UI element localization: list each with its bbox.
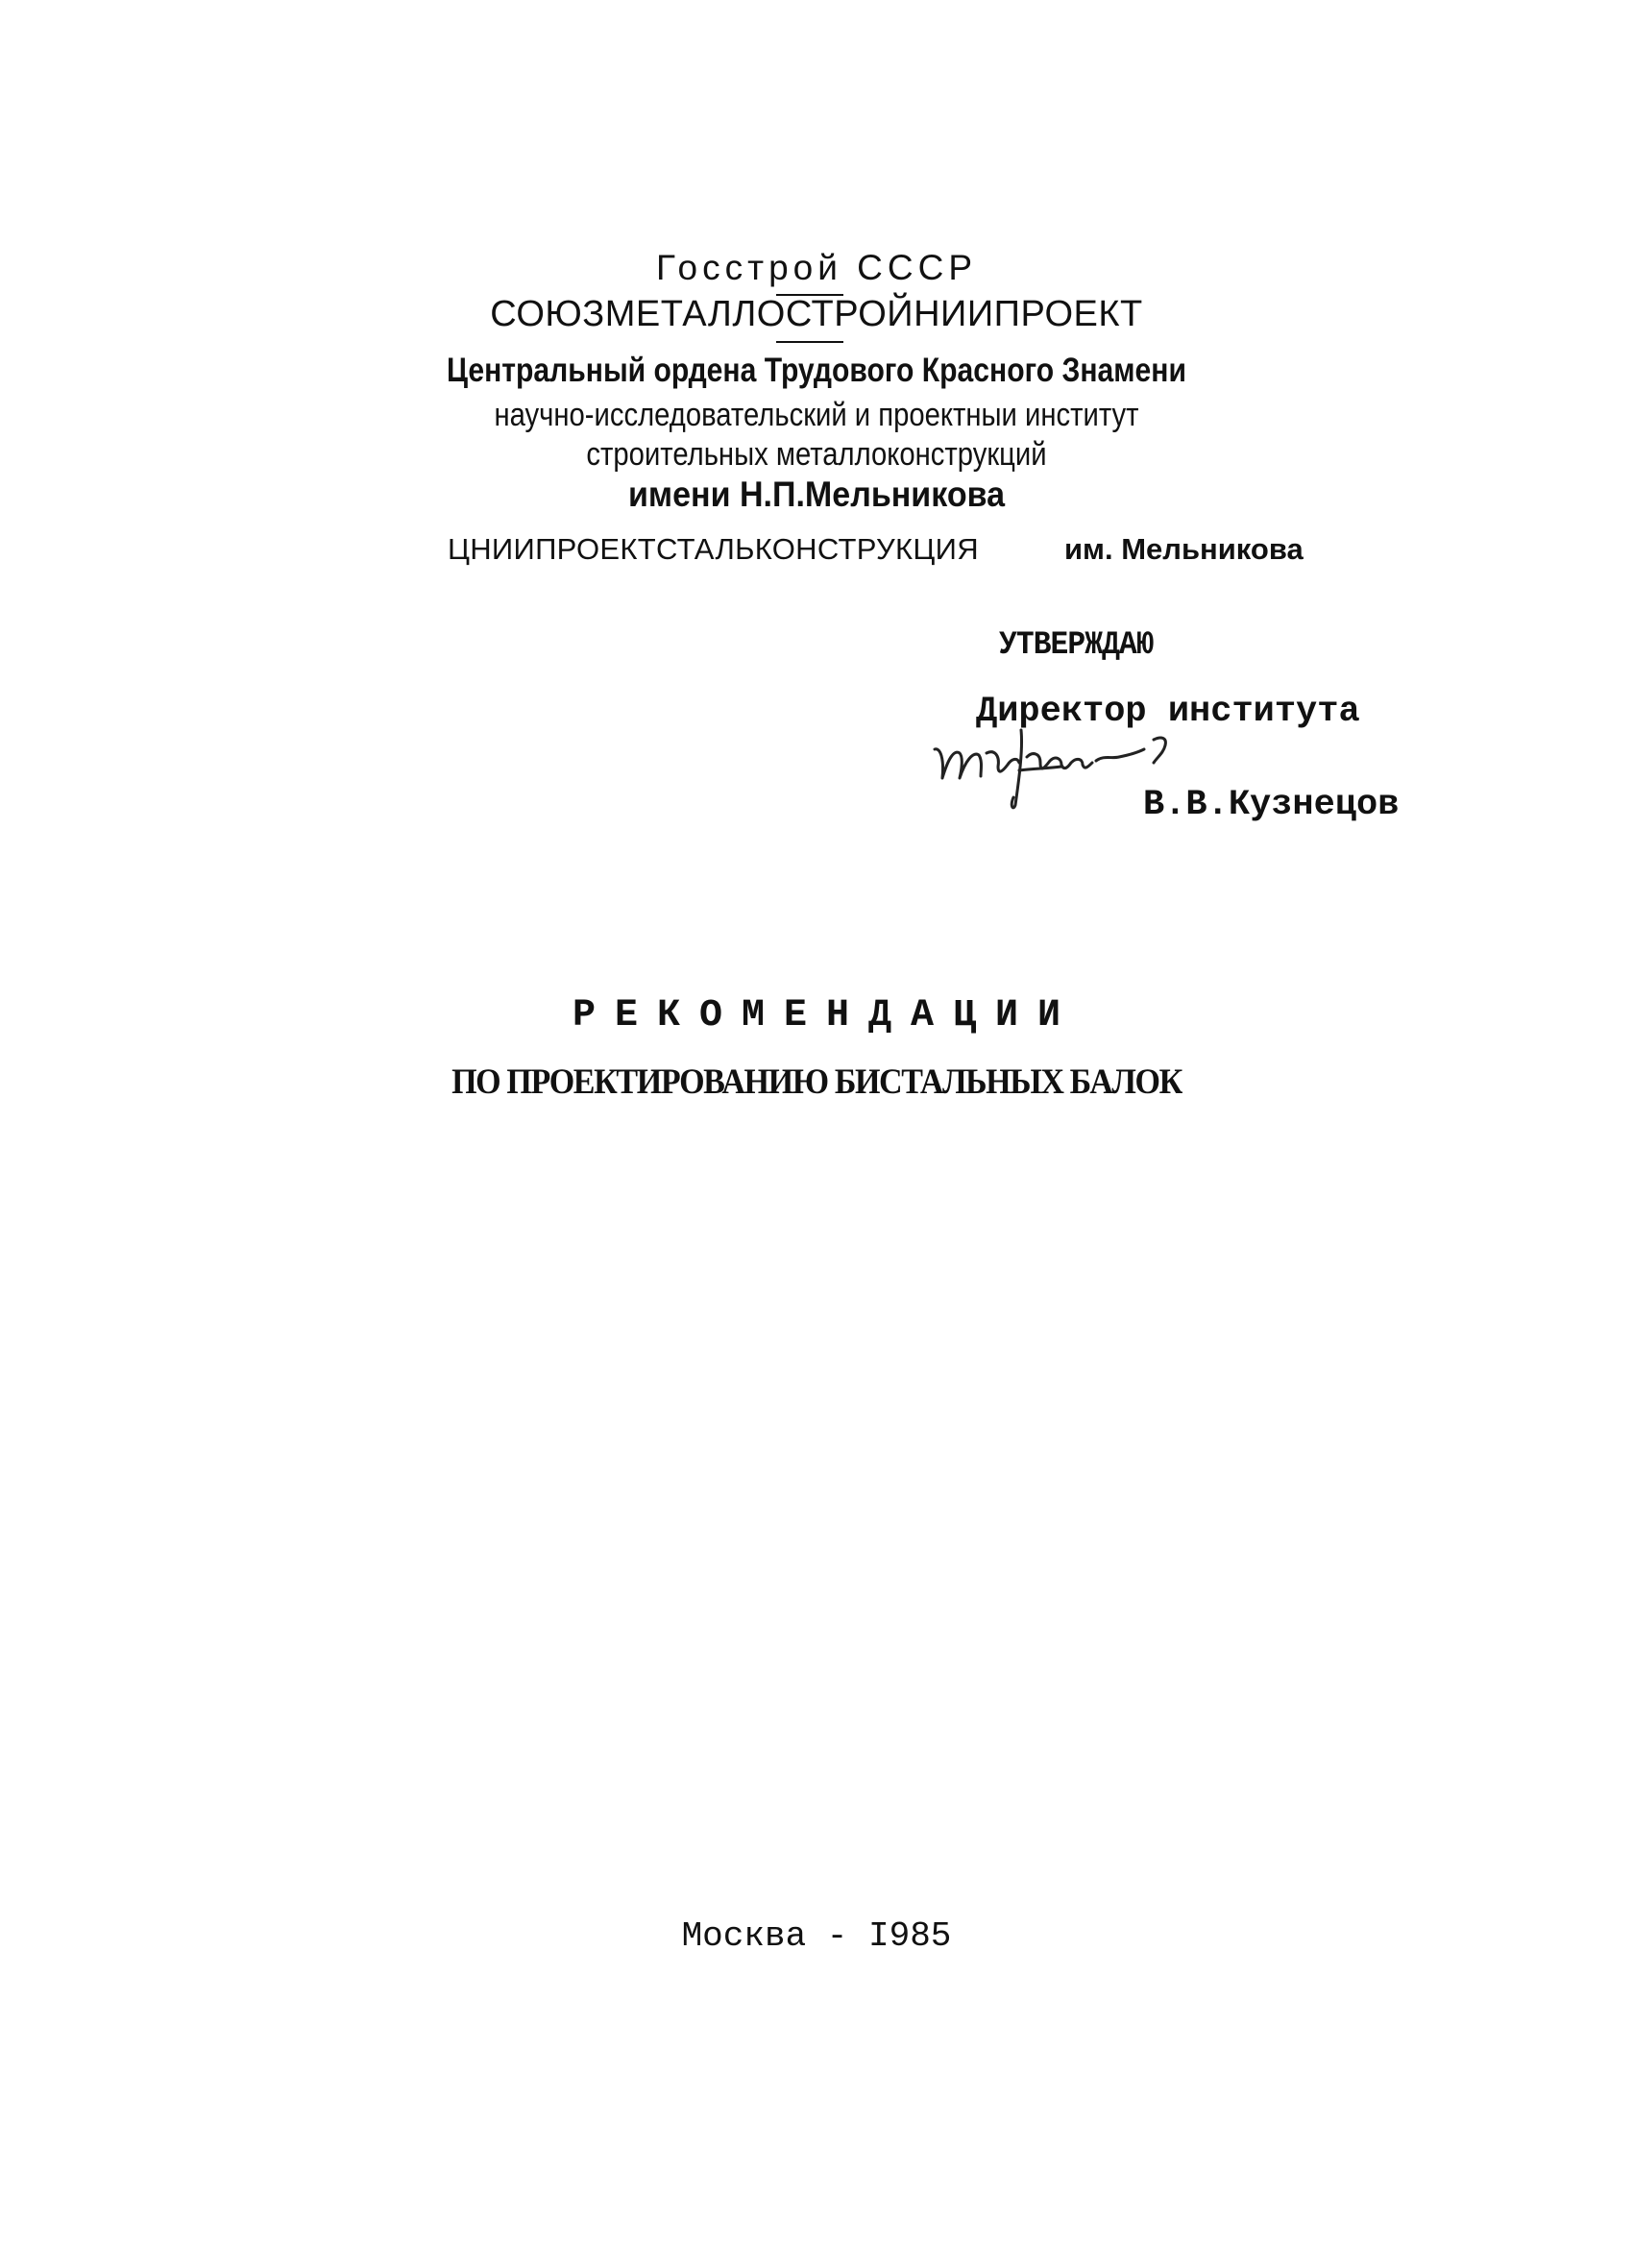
header-institute-union: СОЮЗМЕТАЛЛОСТРОЙНИИПРОЕКТ [490, 294, 1143, 334]
approval-label: УТВЕРЖДАЮ [999, 627, 1154, 664]
header-named-after: имени Н.П.Мельникова [627, 475, 1006, 514]
header-abbreviation-row [0, 532, 1633, 571]
header-order: Центральный ордена Трудового Красного Знамени [447, 352, 1186, 389]
place-and-year: Москва - I985 [681, 1916, 952, 1956]
header-underline-2 [776, 341, 843, 343]
header-metal-structures: строительных металлоконструкций [586, 436, 1047, 473]
approval-signer: В.В.Кузнецов [1143, 785, 1400, 825]
header-research-institute: научно-исследовательский и проектныи институт [494, 397, 1139, 433]
header-abbreviation: ЦНИИПРОЕКТСТАЛЬКОНСТРУКЦИЯ [448, 532, 979, 566]
approval-position: Директор института [976, 692, 1360, 732]
header-gosstroy: Госстрой СССР [655, 248, 978, 287]
document-subtitle: ПО ПРОЕКТИРОВАНИЮ БИСТАЛЬНЫХ БАЛОК [451, 1062, 1182, 1102]
header-abbreviation-name: им. Мельникова [1064, 532, 1304, 566]
document-title: РЕКОМЕНДАЦИИ [572, 994, 1081, 1037]
